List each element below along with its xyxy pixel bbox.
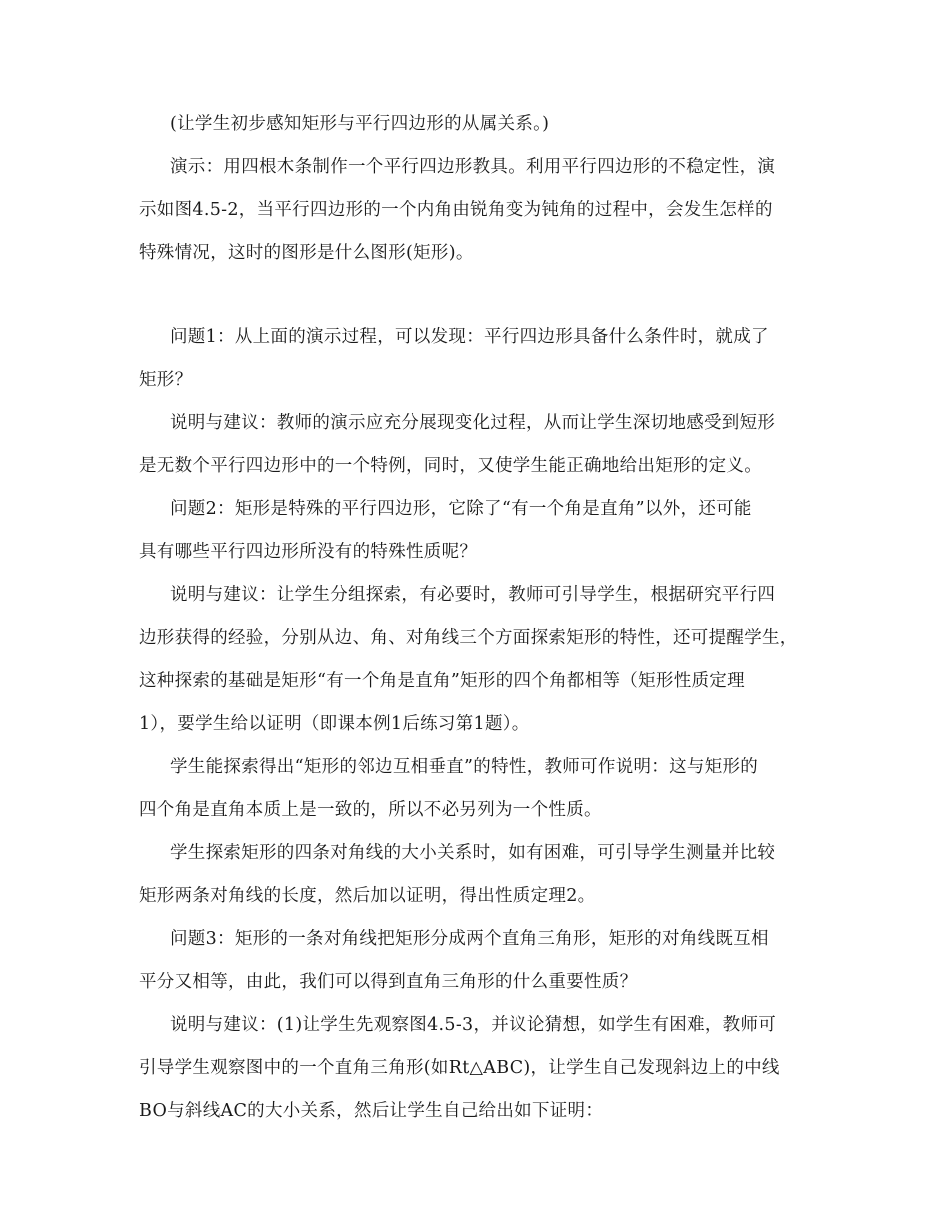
paragraph-line: 演示：用四根木条制作一个平行四边形教具。利用平行四边形的不稳定性，演 <box>170 157 776 177</box>
paragraph-line: 四个角是直角本质上是一致的，所以不必另列为一个性质。 <box>139 800 602 820</box>
paragraph-line: 问题1：从上面的演示过程，可以发现：平行四边形具备什么条件时，就成了 <box>170 327 769 347</box>
paragraph-line: 说明与建议：(1)让学生先观察图4.5-3，并议论猜想，如学生有困难，教师可 <box>170 1015 777 1035</box>
paragraph-line: (让学生初步感知矩形与平行四边形的从属关系。) <box>170 114 550 134</box>
paragraph-line: 具有哪些平行四边形所没有的特殊性质呢？ <box>139 542 478 562</box>
paragraph-line: BO与斜线AC的大小关系，然后让学生自己给出如下证明： <box>139 1101 604 1121</box>
paragraph-line: 矩形两条对角线的长度，然后加以证明，得出性质定理2。 <box>139 886 596 906</box>
paragraph-line: 是无数个平行四边形中的一个特例，同时，又使学生能正确地给出矩形的定义。 <box>139 456 762 476</box>
paragraph-line: 特殊情况，这时的图形是什么图形(矩形)。 <box>139 243 474 263</box>
paragraph-line: 学生能探索得出“矩形的邻边互相垂直”的特性，教师可作说明：这与矩形的 <box>170 757 759 777</box>
paragraph-line: 矩形？ <box>139 370 193 390</box>
paragraph-line: 这种探索的基础是矩形“有一个角是直角”矩形的四个角都相等（矩形性质定理 <box>139 671 745 691</box>
paragraph-line: 边形获得的经验，分别从边、角、对角线三个方面探索矩形的特性，还可提醒学生， <box>139 628 798 648</box>
paragraph-line: 说明与建议：让学生分组探索，有必要时，教师可引导学生，根据研究平行四 <box>170 585 776 605</box>
paragraph-line: 问题3：矩形的一条对角线把矩形分成两个直角三角形，矩形的对角线既互相 <box>170 929 769 949</box>
paragraph-line: 平分又相等，由此，我们可以得到直角三角形的什么重要性质？ <box>139 972 638 992</box>
paragraph-line: 学生探索矩形的四条对角线的大小关系时，如有困难，可引导学生测量并比较 <box>170 843 776 863</box>
paragraph-line: 说明与建议：教师的演示应充分展现变化过程，从而让学生深切地感受到短形 <box>170 413 776 433</box>
paragraph-line: 引导学生观察图中的一个直角三角形(如Rt△ABC)，让学生自己发现斜边上的中线 <box>139 1058 780 1078</box>
paragraph-line: 1），要学生给以证明（即课本例1后练习第1题）。 <box>139 714 530 734</box>
paragraph-line: 问题2：矩形是特殊的平行四边形，它除了“有一个角是直角”以外，还可能 <box>170 499 752 519</box>
paragraph-line: 示如图4.5-2，当平行四边形的一个内角由锐角变为钝角的过程中，会发生怎样的 <box>139 200 773 220</box>
